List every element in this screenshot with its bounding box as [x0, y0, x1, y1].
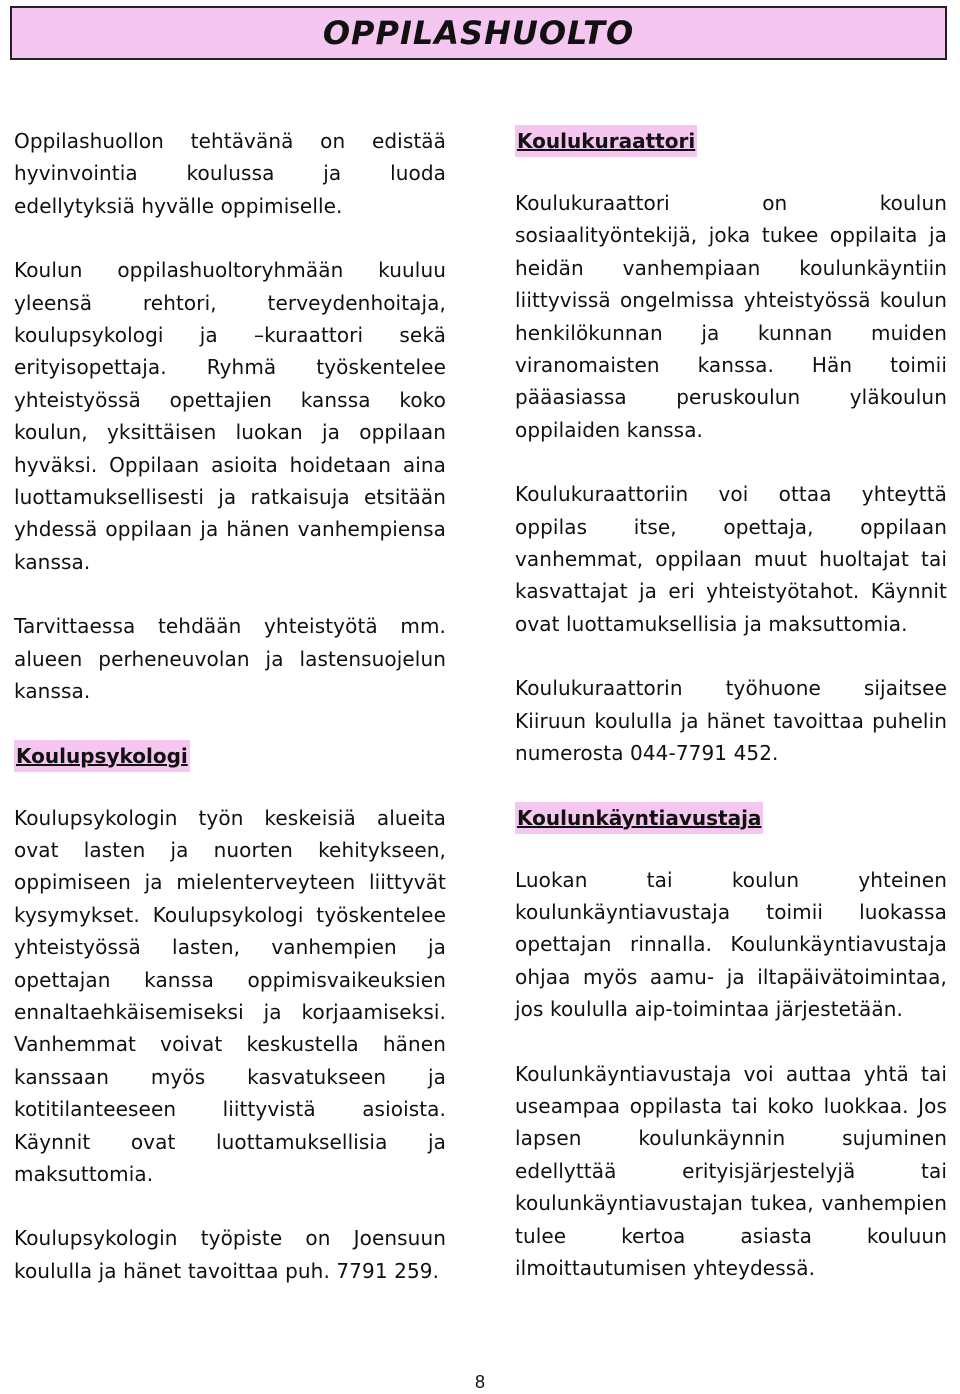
right-column — [515, 125, 947, 1316]
psychologist-heading: Koulupsykologi — [14, 740, 190, 772]
page-title: OPPILASHUOLTO — [322, 14, 635, 52]
curator-office-paragraph: Koulukuraattorin työhuone sijaitsee Kiiruun koululla ja hänet tavoittaa puhelin numerosta 044-7791 452. — [515, 676, 947, 766]
psychologist-paragraph: Koulupsykologin työn keskeisiä alueita ovat lasten ja nuorten kehitykseen, oppimiseen ja mielenterveyteen liittyvät kysymykset. Koulupsykologi työskentelee yhteistyössä lasten, vanhempien ja opettajan kanssa oppimisvaikeuksien ennaltaehkäisemiseksi ja korjaamiseksi. Vanhemmat voivat keskustella hänen kanssaan myös kasvatukseen ja kotitilanteeseen liittyvistä asioista. Käynnit ovat luottamuksellisia ja maksuttomia. — [14, 805, 446, 1186]
intro-paragraph: Oppilashuollon tehtävänä on edistää hyvinvointia koulussa ja luoda edellytyksiä hyvälle oppimiselle. — [14, 129, 446, 218]
left-column — [14, 125, 446, 1319]
curator-paragraph: Koulukuraattori on koulun sosiaalityöntekijä, joka tukee oppilaita ja heidän vanhempiaan koulunkäyntiin liittyvissä ongelmissa yhteistyössä koulun henkilökunnan ja kunnan muiden viranomaisten kanssa. Hän toimii pääasiassa peruskoulun yläkoulun oppilaiden kanssa. — [515, 191, 947, 442]
psychologist-contact-paragraph: Koulupsykologin työpiste on Joensuun koululla ja hänet tavoittaa puh. 7791 259. — [14, 1226, 446, 1283]
assistant-paragraph: Luokan tai koulun yhteinen koulunkäyntiavustaja toimii luokassa opettajan rinnalla. Koulunkäyntiavustaja ohjaa myös aamu- ja iltapäivätoimintaa, jos koululla aip-toimintaa järjestetään. — [515, 867, 947, 1022]
curator-contact-paragraph: Koulukuraattoriin voi ottaa yhteyttä oppilas itse, opettaja, oppilaan vanhemmat, oppilaan muut huoltajat tai kasvattajat ja eri yhteistyötahot. Käynnit ovat luottamuksellisia ja maksuttomia. — [515, 482, 947, 636]
group-paragraph: Koulun oppilashuoltoryhmään kuuluu yleensä rehtori, terveydenhoitaja, koulupsykologi ja –kuraattori sekä erityisopettaja. Ryhmä työskentelee yhteistyössä opettajien kanssa koko koulun, yksittäisen luokan ja oppilaan hyväksi. Oppilaan asioita hoidetaan aina luottamuksellisesti ja ratkaisuja etsitään yhdessä oppilaan ja hänen vanhempiensa kanssa. — [14, 258, 446, 574]
assistant-help-paragraph: Koulunkäyntiavustaja voi auttaa yhtä tai useampaa oppilasta tai koko luokkaa. Jos lapsen koulunkäynnin sujuminen edellyttää erityisjärjestelyjä tai koulunkäyntiavustajan tukea, vanhempien tulee kertoa asiasta kouluun ilmoittautumisen yhteydessä. — [515, 1061, 947, 1280]
title-banner — [10, 6, 947, 60]
assistant-heading: Koulunkäyntiavustaja — [515, 802, 763, 834]
cooperation-paragraph: Tarvittaessa tehdään yhteistyötä mm. alueen perheneuvolan ja lastensuojelun kanssa. — [14, 614, 446, 704]
curator-heading: Koulukuraattori — [515, 125, 697, 157]
page-number: 8 — [474, 1372, 485, 1392]
